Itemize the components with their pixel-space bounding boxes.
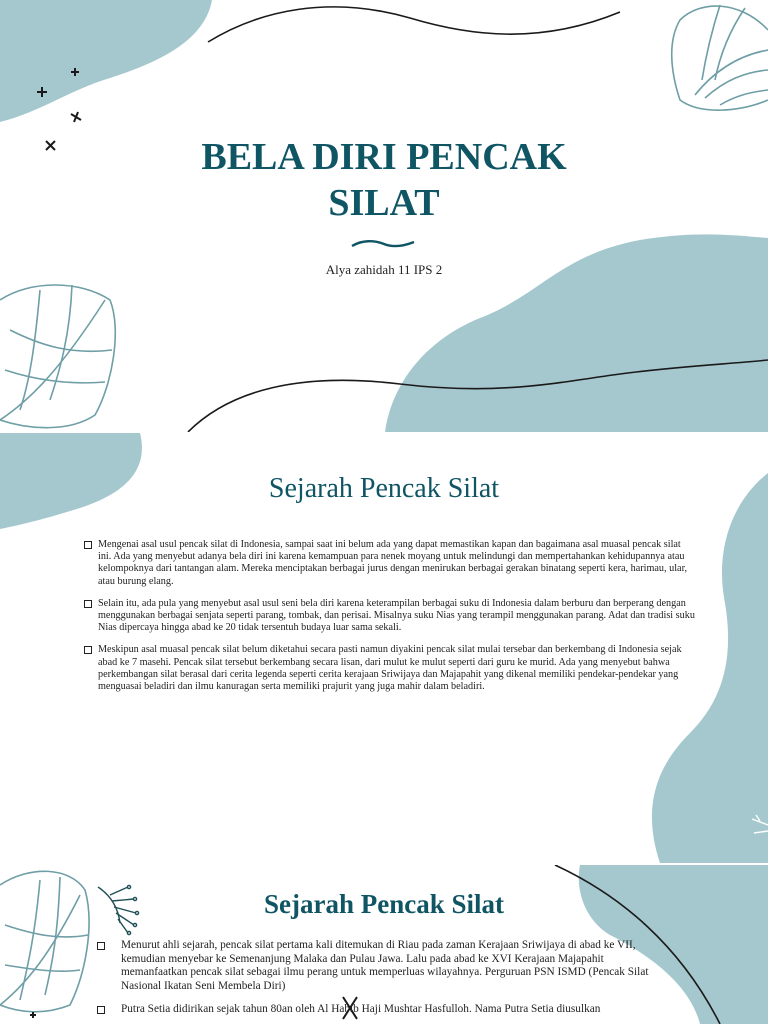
list-item [97,939,672,993]
corner-dot-mark [30,1012,36,1018]
checkbox-bullet-icon [97,942,105,950]
history-title: Sejarah Pencak Silat [268,473,500,504]
left-blob [0,433,142,529]
bullet-text: Menurut ahli sejarah, pencak silat pertama kali ditemukan di Riau pada zaman Kerajaan Sriwijaya di abad ke VII, kemudian menyebar ke Semenanjung Malaka dan Pulau Jawa. Lalu pada abad ke XVI Kerajaan Majapahit memanfaatkan pencak silat sebagai ilmu perang untuk memperluas wilayahnya. Perguruan PSN ISMD (Pencak Silat Nasional Ikatan Seni Membela Diri) [121,939,649,992]
cover-subtitle: Alya zahidah 11 IPS 2 [325,262,443,277]
checkbox-bullet-icon [84,541,92,549]
bullet-text: Putra Setia didirikan sejak tahun 80an oleh Al Habib Haji Mushtar Hasfulloh. Nama Putra Setia diusulkan [121,1003,601,1016]
top-wave-line [208,7,620,42]
checkbox-bullet-icon [97,1006,105,1014]
bullet-text: Meskipun asal muasal pencak silat belum diketahui secara pasti namun diyakini pencak silat mulai tersebar dan berkembang di Indonesia sejak abad ke 7 masehi. Pencak silat tersebut berkembang secara lisan, dari mulut ke mulut seperti dari guru ke murid. Ada yang menyebut bahwa perkembangan silat berasal dari cerita legenda seperti cerita kerajaan Sriwijaya dan Majapahit yang dikenal memiliki pendekar-pendekar yang menguasai beladiri dan ilmu kanuragan serta memiliki prajurit yang juga mahir dalam beladiri. [98,644,682,693]
list-item [84,539,696,588]
slide-cover [0,0,768,432]
history-2-bullet-list [97,939,672,1024]
list-item [97,1003,672,1017]
history-2-title: Sejarah Pencak Silat [264,889,504,919]
title-underline-wave [352,241,414,246]
slide-history [0,433,768,863]
history-bullet-list [84,539,696,703]
left-leaf-icon [0,871,89,1012]
sprig-icon [98,885,139,934]
top-right-leaf-icon [672,5,768,110]
checkbox-bullet-icon [84,646,92,654]
list-item [84,598,696,635]
bullet-text: Selain itu, ada pula yang menyebut asal usul seni bela diri karena keterampilan berbagai suku di Indonesia dalam berburu dan berperang dengan menggunakan berbagai senjata seperti parang, tombak, dan perisai. Misalnya suku Nias yang terampil menggunakan parang. Adat dan tradisi suku Nias dipercaya hingga abad ke 20 tidak tersentuh budaya luar sama sekali. [98,597,695,634]
list-item [84,644,696,693]
cover-title-line-2: SILAT [328,182,440,224]
cover-title-line-1: BELA DIRI PENCAK [201,136,567,178]
bullet-text: Mengenai asal usul pencak silat di Indonesia, sampai saat ini belum ada yang dapat memastikan kapan dan bagaimana asal muasal pencak silat ini. Ada yang menyebut adanya bela diri ini karena kemampuan para nenek moyang untuk melindungi dan mempertahankan kehidupannya atau kelompoknya dari tantangan alam. Mereka menciptakan berbagai jurus dengan menirukan berbagai gerakan binatang seperti kera, harimau, ular, atau burung elang. [98,539,688,587]
slide-history-2 [0,865,768,1024]
checkbox-bullet-icon [84,600,92,608]
top-left-blob [0,0,212,122]
left-leaf-icon [0,285,115,428]
cover-title [84,134,684,226]
